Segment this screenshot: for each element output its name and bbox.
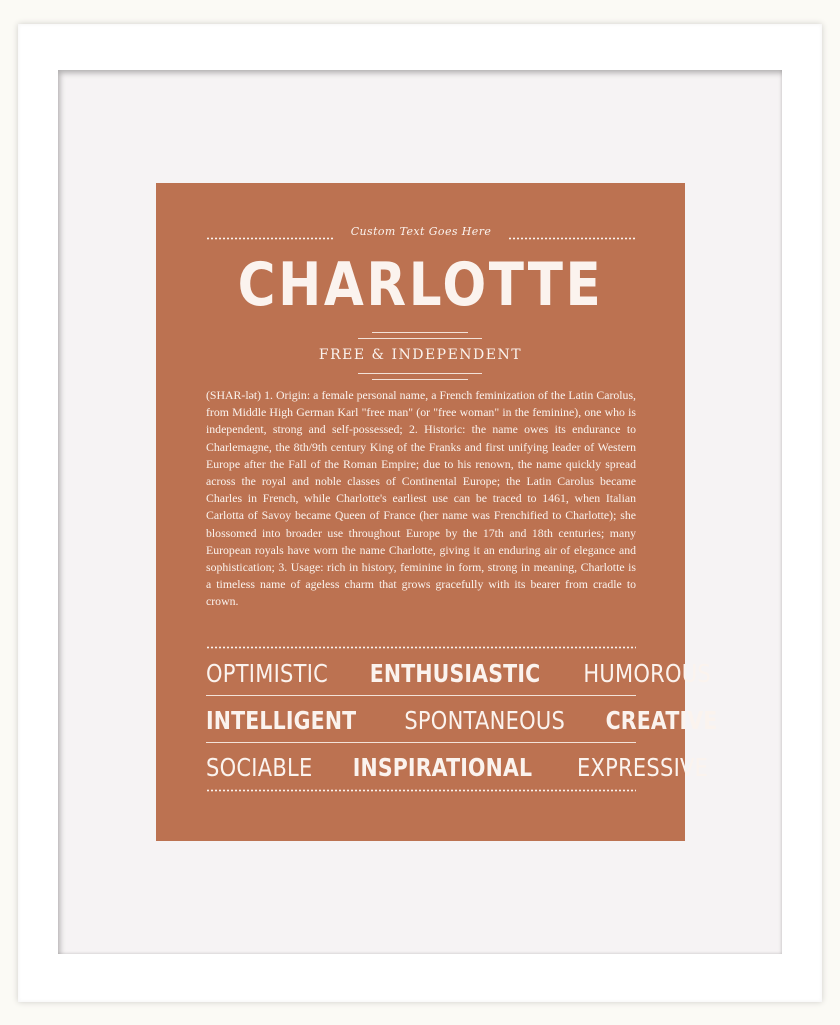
tagline-underline [372,379,468,380]
traits-divider-1 [206,695,636,696]
traits-row-2 [206,706,718,736]
top-left-dotted-rule [206,237,334,240]
top-right-dotted-rule [508,237,636,240]
name-print [156,183,718,841]
trait-word: OPTIMISTIC [206,659,329,688]
trait-word: CREATIVE [605,706,718,735]
trait-word: HUMOROUS [583,659,712,688]
trait-word: INSPIRATIONAL [352,753,532,782]
meaning-tagline: FREE & INDEPENDENT [318,347,523,363]
name-definition: (SHAR-lət) 1. Origin: a female personal name, a French feminization of the Latin Carolus, from Middle High German Karl "free man" (or "free woman" in the feminine), one who is independent, strong and self-possessed; 2. Historic: the name owes its endurance to Charlemagne, the 8th/9th century King of the Franks and first unifying leader of Western Europe after the Fall of the Roman Empire; due to his renown, the name quickly spread across the royal and noble classes of Continental Europe; the Latin Carolus became Charles in French, while Charlotte's earliest use can be traced to 1461, when Italian Carlotta of Savoy became Queen of France (her name was Frenchified to Charlotte); she blossomed into broader use throughout Europe by the 17th and 18th centuries; many European royals have worn the name Charlotte, giving it an enduring air of elegance and sophistication; 3. Usage: rich in history, feminine in form, strong in meaning, Charlotte is a timeless name of ageless charm that grows gracefully with its bearer from cradle to crown. [206,388,636,609]
traits-bottom-dotted-rule [206,789,636,792]
name-underline-long [358,338,482,339]
traits-divider-2 [206,742,636,743]
name-title: CHARLOTTE [237,250,604,320]
trait-word: SPONTANEOUS [404,706,566,735]
trait-word: EXPRESSIVE [576,753,708,782]
name-underline [372,332,468,333]
custom-text: Custom Text Goes Here [350,225,492,238]
trait-word: INTELLIGENT [206,706,357,735]
trait-word: ENTHUSIASTIC [370,659,541,688]
tagline-underline-long [358,373,482,374]
traits-row-1 [206,659,712,689]
traits-top-dotted-rule [206,646,636,649]
traits-row-3 [206,753,708,783]
trait-word: SOCIABLE [206,753,313,782]
